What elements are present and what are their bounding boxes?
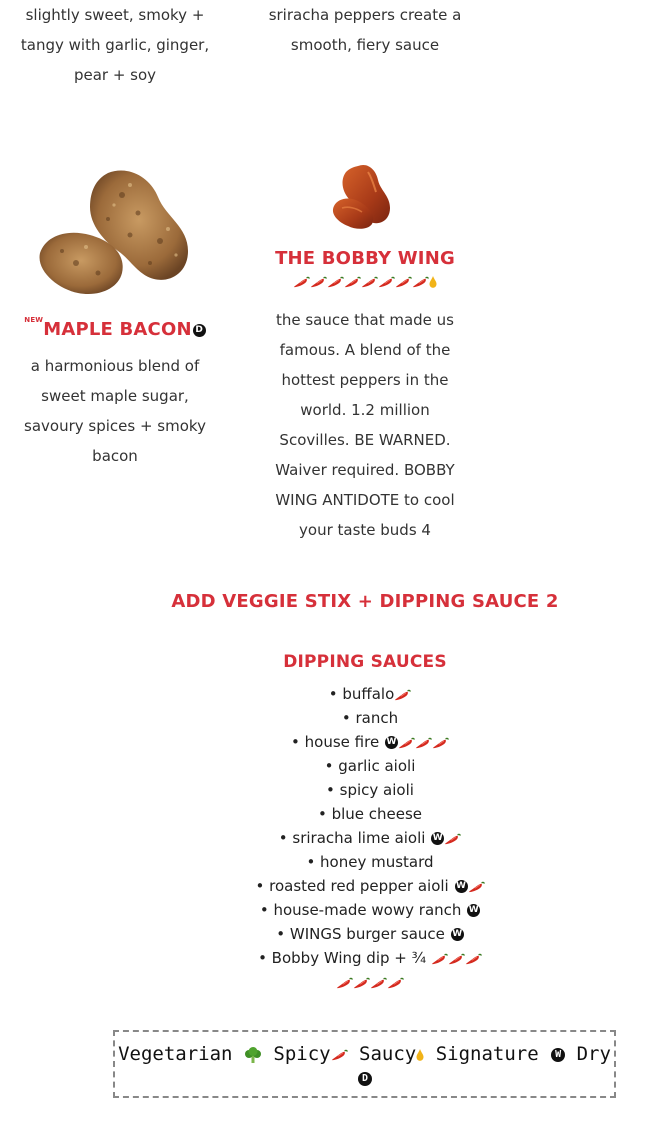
sauce-name: • honey mustard bbox=[306, 853, 434, 871]
maple-bacon-description bbox=[0, 351, 230, 471]
bobby-wing-image bbox=[328, 160, 404, 232]
sauce-name: • ranch bbox=[341, 709, 399, 727]
signature-icon: W bbox=[432, 833, 443, 843]
pepper-icon bbox=[336, 977, 353, 989]
description-line: the sauce that made us bbox=[275, 311, 454, 329]
pepper-icon bbox=[370, 977, 387, 989]
description-line: Waiver required. BOBBY bbox=[275, 461, 455, 479]
bobby-wing-header bbox=[250, 248, 480, 291]
maple-bacon-wing-image bbox=[38, 155, 192, 305]
pepper-icon bbox=[465, 953, 482, 965]
sauce-name: • blue cheese bbox=[317, 805, 423, 823]
description-line: sriracha peppers create a bbox=[268, 6, 462, 24]
dipping-sauce-list bbox=[200, 682, 540, 994]
description-line: hottest peppers in the bbox=[281, 371, 449, 389]
sauce-name: • buffalo bbox=[328, 685, 395, 703]
pepper-icon bbox=[398, 737, 415, 749]
pepper-icon bbox=[468, 881, 485, 893]
pepper-icon bbox=[327, 276, 344, 288]
bobby-dip-extra-peppers bbox=[200, 970, 540, 994]
description-line: famous. A blend of the bbox=[279, 341, 451, 359]
pepper-icon bbox=[432, 737, 449, 749]
description-line: bacon bbox=[92, 447, 138, 465]
legend-saucy-label: Saucy bbox=[359, 1043, 417, 1065]
pepper-icon bbox=[448, 953, 465, 965]
dry-icon: D bbox=[358, 1072, 372, 1086]
sauce-list-item bbox=[200, 826, 540, 850]
sauce-drop-icon bbox=[416, 1049, 424, 1061]
sauce-name: • sriracha lime aioli bbox=[278, 829, 431, 847]
dipping-sauces-heading: DIPPING SAUCES bbox=[283, 652, 447, 672]
description-line: tangy with garlic, ginger, bbox=[20, 36, 210, 54]
sauce-name: • roasted red pepper aioli bbox=[255, 877, 454, 895]
pepper-icon bbox=[444, 833, 461, 845]
pepper-icon bbox=[353, 977, 370, 989]
sauce-list-item bbox=[200, 946, 540, 970]
description-line: pear + soy bbox=[73, 66, 157, 84]
sauce-drop-icon bbox=[429, 276, 437, 288]
signature-icon: W bbox=[456, 881, 466, 891]
pepper-icon bbox=[344, 276, 361, 288]
prev-item-left-description bbox=[0, 0, 230, 90]
legend-vegetarian-label: Vegetarian bbox=[118, 1043, 233, 1065]
sauce-name: • house fire bbox=[291, 733, 384, 751]
bobby-wing-title: THE BOBBY WING bbox=[275, 248, 455, 269]
pepper-icon bbox=[412, 276, 429, 288]
description-line: world. 1.2 million bbox=[300, 401, 430, 419]
maple-bacon-header bbox=[0, 316, 230, 340]
signature-icon: W bbox=[452, 929, 463, 939]
maple-bacon-title-row bbox=[0, 316, 230, 340]
sauce-name: • Bobby Wing dip + ¾ bbox=[258, 949, 431, 967]
menu-legend bbox=[113, 1030, 616, 1098]
sauce-name: • garlic aioli bbox=[324, 757, 416, 775]
description-line: your taste buds 4 bbox=[299, 521, 431, 539]
legend-spicy-label: Spicy bbox=[273, 1043, 331, 1065]
sauce-list-item bbox=[200, 706, 540, 730]
signature-icon: W bbox=[468, 905, 479, 915]
bobby-wing-description bbox=[250, 305, 480, 545]
pepper-icon bbox=[310, 276, 327, 288]
pepper-icon bbox=[331, 1049, 348, 1061]
legend-signature-label: Signature bbox=[435, 1043, 539, 1065]
sauce-name: • house-made wowy ranch bbox=[259, 901, 467, 919]
pepper-icon bbox=[394, 689, 411, 701]
pepper-icon bbox=[293, 276, 310, 288]
sauce-list-item bbox=[200, 778, 540, 802]
sauce-list-item bbox=[200, 682, 540, 706]
pepper-icon bbox=[378, 276, 395, 288]
sauce-name: • spicy aioli bbox=[326, 781, 414, 799]
signature-icon: W bbox=[386, 737, 397, 747]
add-veggie-stix-heading: ADD VEGGIE STIX + DIPPING SAUCE 2 bbox=[171, 591, 559, 612]
pepper-icon bbox=[361, 276, 378, 288]
description-line: sweet maple sugar, bbox=[41, 387, 189, 405]
pepper-icon bbox=[431, 953, 448, 965]
bobby-wing-rating bbox=[250, 271, 480, 291]
pepper-icon bbox=[415, 737, 432, 749]
description-line: slightly sweet, smoky + bbox=[25, 6, 205, 24]
prev-item-right-description bbox=[250, 0, 480, 60]
sauce-name: • WINGS burger sauce bbox=[276, 925, 450, 943]
sauce-list-item bbox=[200, 730, 540, 754]
description-line: WING ANTIDOTE to cool bbox=[275, 491, 455, 509]
pepper-icon bbox=[387, 977, 404, 989]
description-line: smooth, fiery sauce bbox=[290, 36, 440, 54]
pepper-icon bbox=[395, 276, 412, 288]
description-line: a harmonious blend of bbox=[30, 357, 200, 375]
sauce-list-item bbox=[200, 898, 540, 922]
sauce-list-item bbox=[200, 754, 540, 778]
sauce-list-item bbox=[200, 874, 540, 898]
legend-dry-label: Dry bbox=[576, 1043, 611, 1065]
maple-bacon-title: MAPLE BACON bbox=[43, 319, 192, 340]
description-line: savoury spices + smoky bbox=[24, 417, 206, 435]
new-badge: NEW bbox=[24, 316, 44, 324]
sauce-list-item bbox=[200, 922, 540, 946]
broccoli-icon bbox=[244, 1047, 262, 1063]
sauce-list-item bbox=[200, 850, 540, 874]
description-line: Scovilles. BE WARNED. bbox=[279, 431, 451, 449]
sauce-list-item bbox=[200, 802, 540, 826]
dry-icon: D bbox=[193, 324, 206, 337]
signature-icon: W bbox=[551, 1048, 565, 1062]
